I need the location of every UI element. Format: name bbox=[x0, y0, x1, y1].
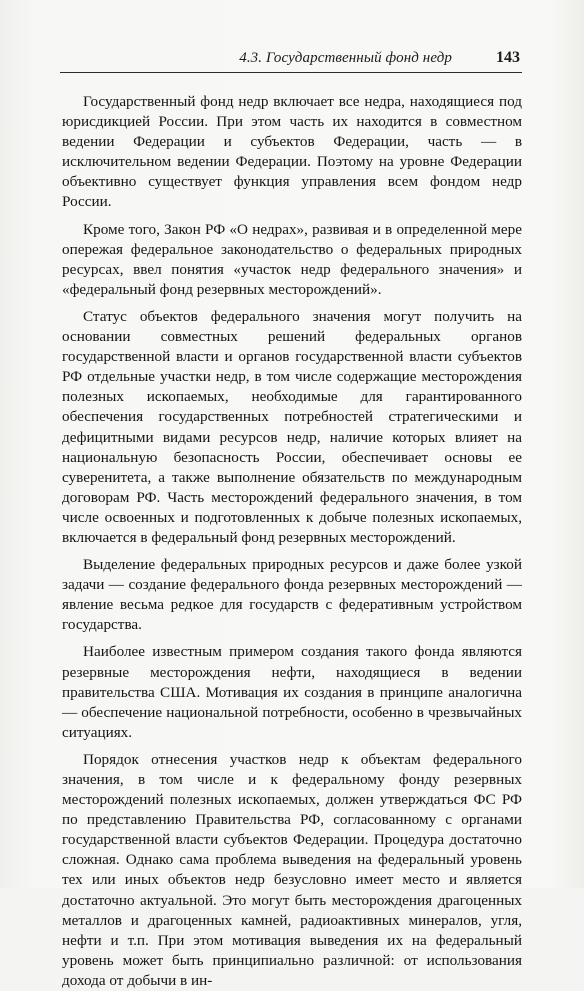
running-header bbox=[60, 46, 522, 73]
body-text bbox=[62, 92, 522, 991]
paragraph-5: Наиболее известным примером создания такого фонда являются резервные месторождения нефти, находящиеся в ведении правительства США. Мотивация их создания в принципе аналогична — обеспечение национальной потребности, особенно в чрезвычайных ситуациях. bbox=[62, 643, 522, 741]
running-title: 4.3. Государственный фонд недр bbox=[239, 50, 452, 66]
paragraph-4: Выделение федеральных природных ресурсов и даже более узкой задачи — создание федерального фонда резервных месторождений — явление весьма редкое для государств с федеративным устройством государства. bbox=[62, 556, 522, 634]
page-number: 143 bbox=[496, 49, 520, 66]
paragraph-2: Кроме того, Закон РФ «О недрах», развивая и в определенной мере опережая федеральное законодательство о федеральных природных ресурсах, ввел понятия «участок недр федерального значения» и «федеральный фонд резервных месторождений». bbox=[62, 220, 522, 298]
paragraph-6: Порядок отнесения участков недр к объектам федерального значения, в том числе и к федеральному фонду резервных месторождений полезных ископаемых, должен утверждаться ФС РФ по представлению Правительства РФ, согласованному с органами государственной власти субъектов Федерации. Процедура достаточно сложная. Однако сама проблема выведения на федеральный уровень тех или иных объектов недр безусловно имеет место и является достаточно актуальной. Это могут быть месторождения драгоценных металлов и драгоценных камней, радиоактивных минералов, угля, нефти и т.п. При этом мотивация выведения их на федеральный уровень может быть принципиально различной: от использования дохода от добычи в ин- bbox=[62, 750, 522, 989]
paragraph-3: Статус объектов федерального значения могут получить на основании совместных решений федеральных органов государственной власти и органов государственной власти субъектов РФ отдельные участки недр, в том числе содержащие месторождения полезных ископаемых, необходимые для гарантированного обеспечения государственных потребностей стратегическими и дефицитными видами ресурсов недр, наличие которых влияет на национальную безопасность России, обеспечивает основы ее суверенитета, а также выполнение обязательств по международным договорам РФ. Часть месторождений федерального значения, в том числе освоенных и подготовленных к добыче полезных ископаемых, включается в федеральный фонд резервных месторождений. bbox=[62, 307, 522, 546]
paragraph-1: Государственный фонд недр включает все недра, находящиеся под юрисдикцией России. При этом часть их находится в совместном ведении Федерации и субъектов Федерации, часть — в исключительном ведении Федерации. Поэтому на уровне Федерации объективно существует функция управления всем фондом недр России. bbox=[62, 93, 522, 211]
